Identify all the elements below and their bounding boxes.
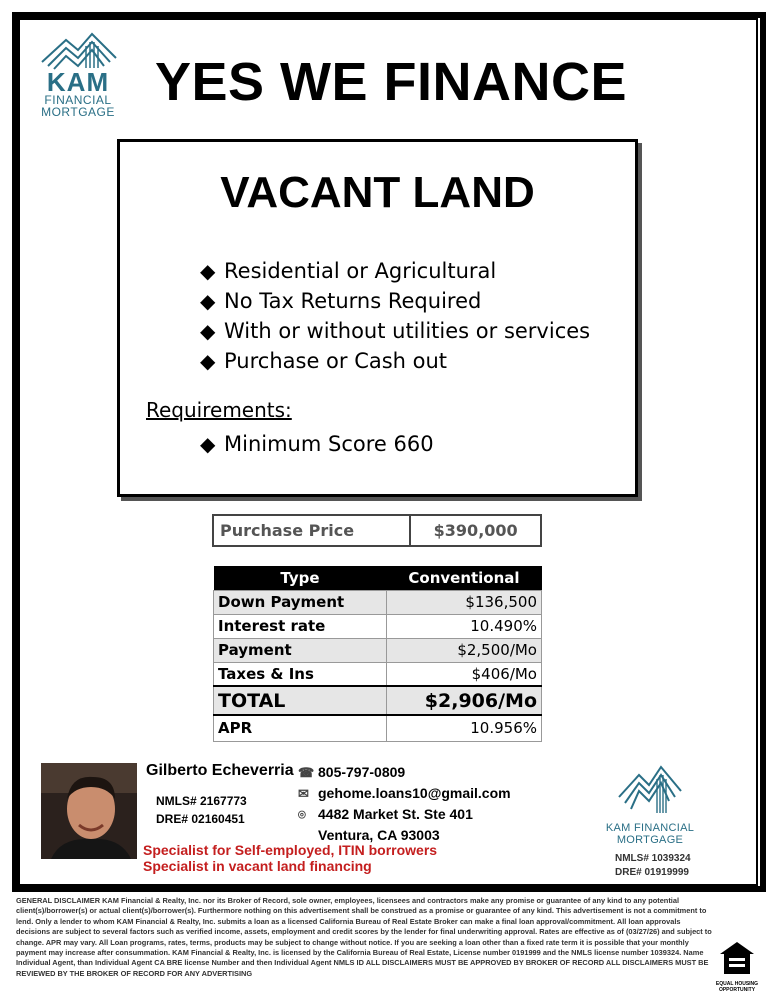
eho-line1: EQUAL HOUSING [715,981,759,987]
box-title: VACANT LAND [220,168,535,217]
feature-list [200,256,590,376]
kam-logo [32,28,124,128]
row-value: 10.490% [386,614,541,638]
requirements-label: Requirements: [146,398,292,422]
agent-email[interactable]: gehome.loans10@gmail.com [318,785,511,801]
eho-line2: OPPORTUNITY [718,987,756,993]
specialty-line: Specialist in vacant land financing [143,858,372,874]
purchase-price-value: $390,000 [410,515,541,546]
email-row [298,783,511,804]
row-label: Payment [214,638,387,662]
row-label: Down Payment [214,590,387,614]
page-headline: YES WE FINANCE [155,52,628,112]
table-row [214,662,542,686]
row-value: $2,500/Mo [386,638,541,662]
feature-text: Purchase or Cash out [224,349,448,373]
company-nmls: NMLS# 1039324 [615,853,691,864]
roofline-icon [615,757,685,815]
row-label: Taxes & Ins [214,662,387,686]
table-row [214,614,542,638]
agent-address-line1: 4482 Market St. Ste 401 [318,806,473,822]
phone-row [298,762,511,783]
agent-photo [41,763,137,859]
logo-brand: KAM [46,67,110,97]
specialty-line: Specialist for Self-employed, ITIN borrowers [143,842,438,858]
address-row [298,804,511,825]
purchase-price-table [212,514,542,547]
feature-item [200,286,590,316]
vacant-land-box [117,139,638,497]
total-label: TOTAL [214,686,387,715]
agent-nmls: NMLS# 2167773 [156,794,247,808]
apr-value: 10.956% [386,715,541,741]
company-name: KAM FINANCIAL MORTGAGE [605,822,695,846]
feature-item [200,346,590,376]
apr-label: APR [214,715,387,741]
legal-disclaimer: GENERAL DISCLAIMER KAM Financial & Realty, Inc. nor its Broker of Record, sole owner, employees, licensees and contractors make any promise or guarantee of any kind to any potential client(s)/borrower(s) or actual client(s)/borrower(s). Furthermore nothing on this advertisement shall be construed as a promise or guarantee of any kind. This advertisement is not a commitment to lend. Only a lender to whom KAM Financial & Realty, Inc. submits a loan as a licensed California Bureau of Real Estate Broker can make a final loan approval/commitment. All loan approvals decisions are subject to several factors such as verified income, assets, employment and credit scores by the lender for final underwriting approval. Rates are effective as of (03/27/26) and subject to change. APR may vary. All Loan programs, rates, terms, products may be subject to change without notice. If you are seeking a loan other than a fixed rate term it is possible that your monthly payment may increase after consummation. KAM Financial & Realty, Inc. is licensed by the California Bureau of Real Estate, License number 0191999 and the NMLS license number 1039324. Name Individual Agent, than Individual Agent CA BRE license Number and then Individual Agent NMLS ID ALL DISCLAIMERS MUST BE APPROVED BY BROKER OF RECORD ALL DISCLAIMERS MUST BE REVIEWED BY THE BROKER OF RECORD FOR ANY ADVERTISING [16,896,712,978]
agent-licenses [156,792,247,828]
diamond-bullet-icon: ◆ [200,259,216,283]
logo-line1: FINANCIAL [44,93,112,107]
logo-line2: MORTGAGE [41,105,115,119]
diamond-bullet-icon: ◆ [200,432,216,456]
table-header-row [214,566,542,590]
total-row [214,686,542,715]
requirement-item [200,429,434,459]
company-logo [585,757,715,880]
agent-dre: DRE# 02160451 [156,812,245,826]
feature-item [200,316,590,346]
roofline-icon [36,28,120,70]
phone-icon: ☎ [298,765,315,780]
company-dre: DRE# 01919999 [615,867,689,878]
purchase-price-label: Purchase Price [213,515,410,546]
equal-housing-logo [714,940,760,992]
total-value: $2,906/Mo [386,686,541,715]
feature-item [200,256,590,286]
row-value: $406/Mo [386,662,541,686]
equal-housing-icon [718,940,756,976]
row-value: $136,500 [386,590,541,614]
column-header: Conventional [386,566,541,590]
company-licenses [585,852,715,880]
agent-name: Gilberto Echeverria [146,762,294,779]
table-row [214,638,542,662]
diamond-bullet-icon: ◆ [200,319,216,343]
feature-text: Residential or Agricultural [224,259,497,283]
contact-info [298,762,511,846]
envelope-icon: ✉ [298,786,309,801]
loan-table [213,566,542,742]
diamond-bullet-icon: ◆ [200,289,216,313]
feature-text: No Tax Returns Required [224,289,482,313]
column-header: Type [214,566,387,590]
agent-specialties [143,842,437,874]
row-label: Interest rate [214,614,387,638]
location-pin-icon: ⌾ [298,807,306,822]
requirement-text: Minimum Score 660 [224,432,434,456]
apr-row [214,715,542,741]
feature-text: With or without utilities or services [224,319,591,343]
agent-address-line2: Ventura, CA 93003 [318,827,440,843]
diamond-bullet-icon: ◆ [200,349,216,373]
table-row [214,590,542,614]
agent-phone[interactable]: 805-797-0809 [318,764,406,780]
